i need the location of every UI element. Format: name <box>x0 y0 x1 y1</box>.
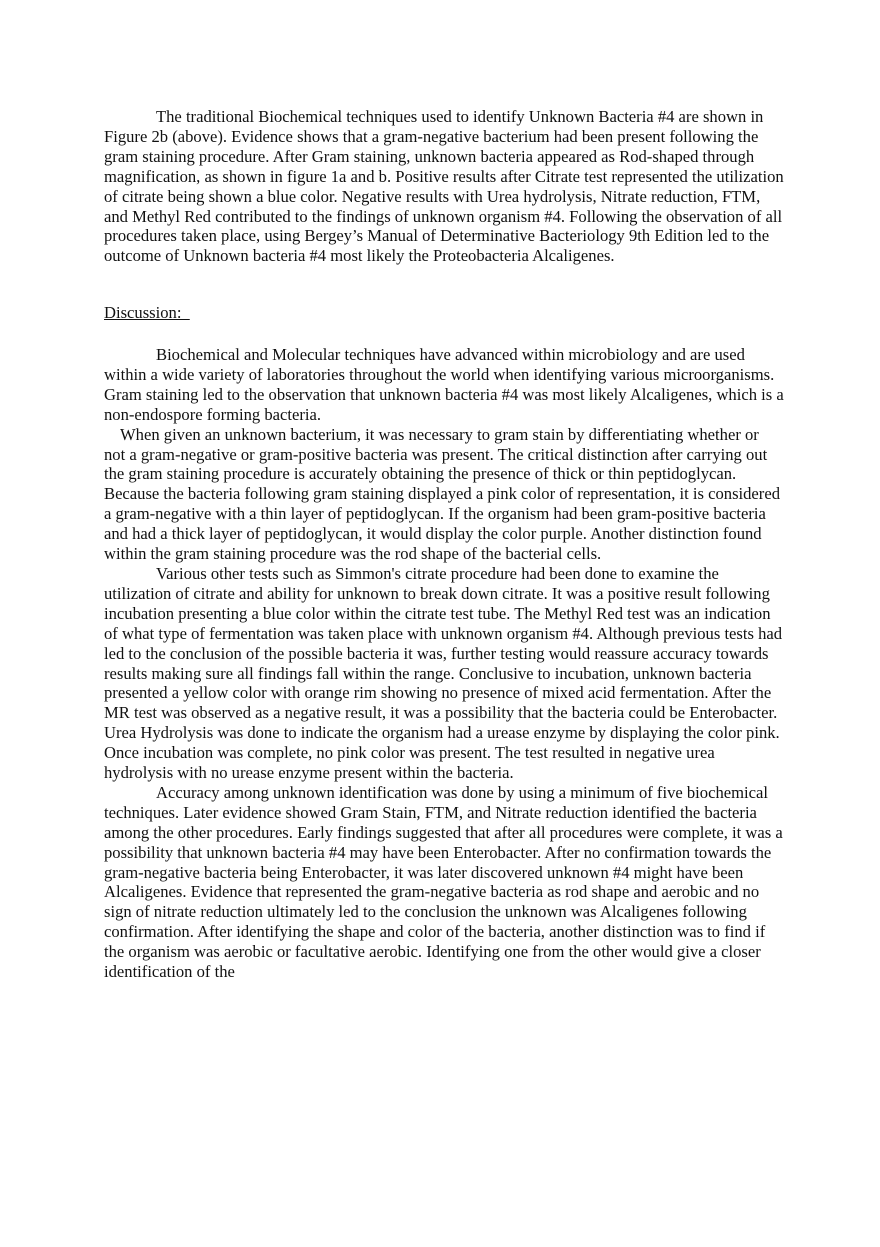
intro-paragraph: The traditional Biochemical techniques used to identify Unknown Bacteria #4 are shown in Figure 2b (above). Evidence shows that a gram-negative bacterium had been present following the gram staining procedure. After Gram staining, unknown bacteria appeared as Rod-shaped through magnification, as shown in figure 1a and b. Positive results after Citrate test represented the utilization of citrate being shown a blue color. Negative results with Urea hydrolysis, Nitrate reduction, FTM, and Methyl Red contributed to the findings of unknown organism #4. Following the observation of all procedures taken place, using Bergey’s Manual of Determinative Bacteriology 9th Edition led to the outcome of Unknown bacteria #4 most likely the Proteobacteria Alcaligenes. <box>104 107 784 266</box>
discussion-paragraph: Biochemical and Molecular techniques have advanced within microbiology and are used within a wide variety of laboratories throughout the world when identifying various microorganisms. Gram staining led to the observation that unknown bacteria #4 was most likely Alcaligenes, which is a non-endospore forming bacteria. <box>104 345 784 424</box>
discussion-paragraph: When given an unknown bacterium, it was necessary to gram stain by differentiating whether or not a gram-negative or gram-positive bacteria was present. The critical distinction after carrying out the gram staining procedure is accurately obtaining the presence of thick or thin peptidoglycan. Because the bacteria following gram staining displayed a pink color of representation, it is considered a gram-negative with a thin layer of peptidoglycan. If the organism had been gram-positive bacteria and had a thick layer of peptidoglycan, it would display the color purple. Another distinction found within the gram staining procedure was the rod shape of the bacterial cells. <box>104 424 780 564</box>
discussion-body <box>104 345 784 982</box>
discussion-paragraph: Accuracy among unknown identification was done by using a minimum of five biochemical techniques. Later evidence showed Gram Stain, FTM, and Nitrate reduction identified the bacteria among the other procedures. Early findings suggested that after all procedures were complete, it was a possibility that unknown bacteria #4 may have been Enterobacter. After no confirmation towards the gram-negative bacteria being Enterobacter, it was later discovered unknown #4 might have been Alcaligenes. Evidence that represented the gram-negative bacteria as rod shape and aerobic and no sign of nitrate reduction ultimately led to the conclusion the unknown was Alcaligenes following confirmation. After identifying the shape and color of the bacteria, another distinction was to find if the organism was aerobic or facultative aerobic. Identifying one from the other would give a closer identification of the <box>104 782 783 982</box>
discussion-paragraph: Various other tests such as Simmon's citrate procedure had been done to examine the utilization of citrate and ability for unknown to break down citrate. It was a positive result following incubation presenting a blue color within the citrate test tube. The Methyl Red test was an indication of what type of fermentation was taken place with unknown organism #4. Although previous tests had led to the conclusion of the possible bacteria it was, further testing would reassure accuracy towards results making sure all findings fall within the range. Conclusive to incubation, unknown bacteria presented a yellow color with orange rim showing no presence of mixed acid fermentation. After the MR test was observed as a negative result, it was a possibility that the bacteria could be Enterobacter. Urea Hydrolysis was done to indicate the organism had a urease enzyme by displaying the color pink. Once incubation was complete, no pink color was present. The test resulted in negative urea hydrolysis with no urease enzyme present within the bacteria. <box>104 563 783 783</box>
discussion-heading: Discussion: <box>104 303 190 322</box>
intro-section <box>104 107 784 266</box>
